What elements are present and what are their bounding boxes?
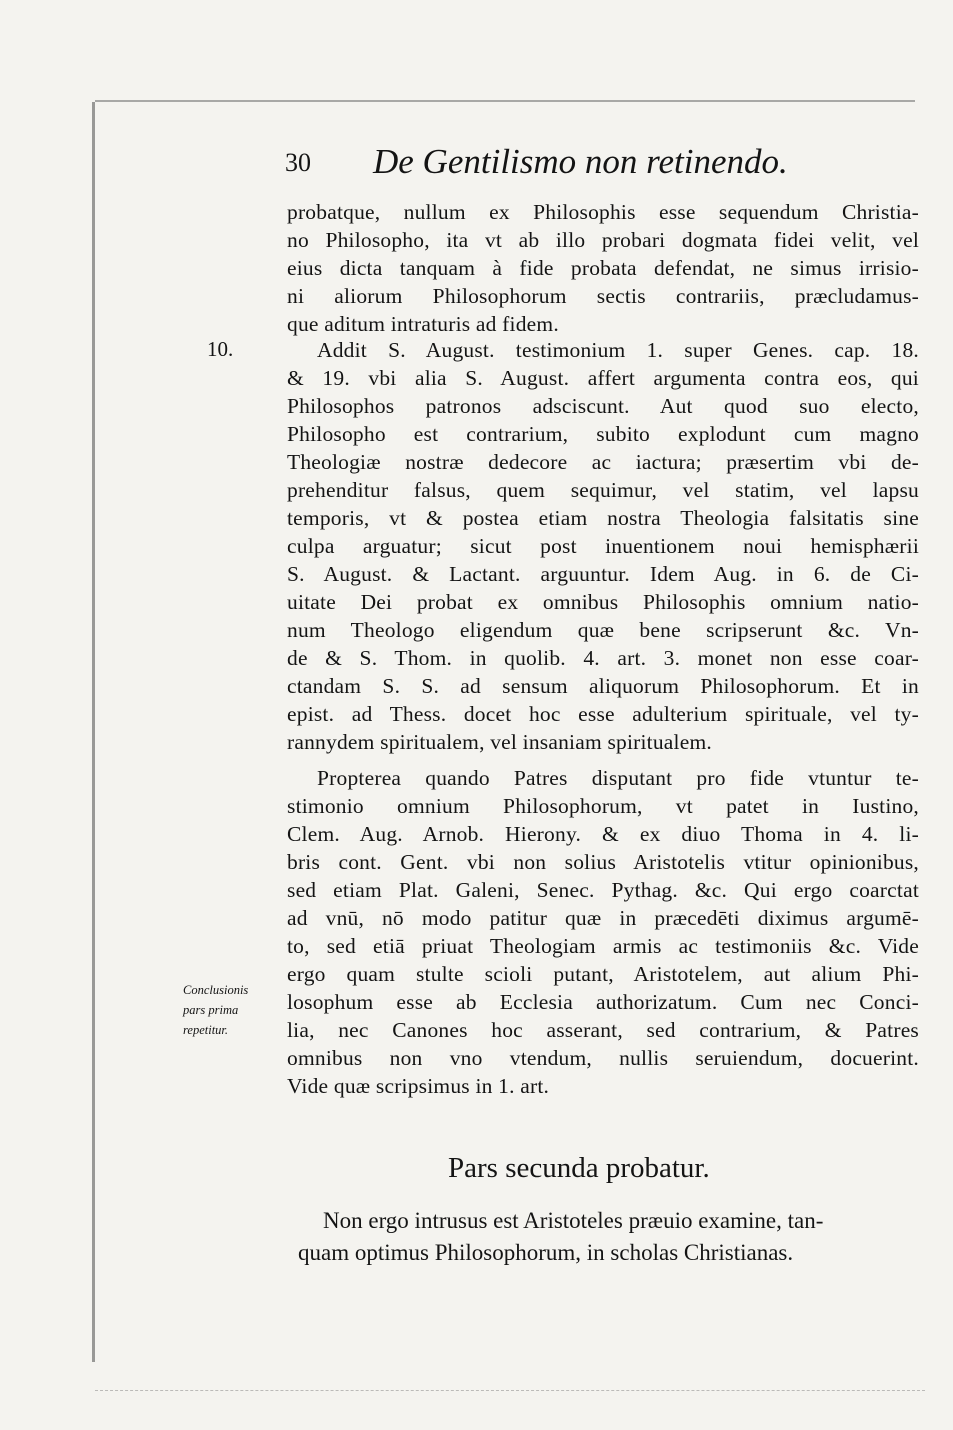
text-line: ni aliorum Philosophorum sectis contrariis, præcludamus- xyxy=(287,284,919,308)
scan-border-left xyxy=(92,102,95,1362)
margin-paragraph-number: 10. xyxy=(207,337,234,361)
text-line: lia, nec Canones hoc asserant, sed contrarium, & Patres xyxy=(287,1018,919,1042)
text-line: losophum esse ab Ecclesia authorizatum. Cum nec Conci- xyxy=(287,990,919,1014)
text-line: culpa arguatur; sicut post inuentionem noui hemisphærii xyxy=(287,534,919,558)
text-line: no Philosopho, ita vt ab illo probari dogmata fidei velit, vel xyxy=(287,228,919,252)
text-line: uitate Dei probat ex omnibus Philosophis omnium natio- xyxy=(287,590,919,614)
text-line: probatque, nullum ex Philosophis esse sequendum Christia- xyxy=(287,200,919,224)
page-header xyxy=(285,142,845,188)
text-line: Addit S. August. testimonium 1. super Genes. cap. 18. xyxy=(317,338,919,362)
margin-note-line: repetitur. xyxy=(183,1023,229,1037)
text-line: quam optimus Philosophorum, in scholas Christianas. xyxy=(298,1240,794,1265)
text-line: prehenditur falsus, quem sequimur, vel statim, vel lapsu xyxy=(287,478,919,502)
text-line: S. August. & Lactant. arguuntur. Idem Aug. in 6. de Ci- xyxy=(287,562,919,586)
margin-note xyxy=(183,980,283,1040)
text-line: Philosophos patronos adsciscunt. Aut quod suo electo, xyxy=(287,394,919,418)
text-line: temporis, vt & postea etiam nostra Theologia falsitatis sine xyxy=(287,506,919,530)
text-line: ad vnū, nō modo patitur quæ in præcedēti diximus argumē- xyxy=(287,906,919,930)
text-line: eius dicta tanquam à fide probata defendat, ne simus irrisio- xyxy=(287,256,919,280)
margin-note-line: Conclusionis xyxy=(183,983,249,997)
running-title: De Gentilismo non retinendo. xyxy=(373,142,788,181)
text-line: omnibus non vno vtendum, nullis seruiendum, docuerint. xyxy=(287,1046,919,1070)
text-line: Propterea quando Patres disputant pro fide vtuntur te- xyxy=(317,766,919,790)
section-heading: Pars secunda probatur. xyxy=(448,1152,710,1184)
text-line: to, sed etiā priuat Theologiam armis ac testimoniis &c. Vide xyxy=(287,934,919,958)
text-line: ergo quam stulte scioli putant, Aristotelem, aut alium Phi- xyxy=(287,962,919,986)
text-line: Non ergo intrusus est Aristoteles præuio examine, tan- xyxy=(323,1208,824,1233)
text-line: Clem. Aug. Arnob. Hierony. & ex diuo Thoma in 4. li- xyxy=(287,822,919,846)
text-line: sed etiam Plat. Galeni, Senec. Pythag. &c. Qui ergo coarctat xyxy=(287,878,919,902)
scan-border-top xyxy=(95,100,915,102)
margin-note-line: pars prima xyxy=(183,1003,239,1017)
text-line: stimonio omnium Philosophorum, vt patet in Iustino, xyxy=(287,794,919,818)
text-line: Philosopho est contrarium, subito explodunt cum magno xyxy=(287,422,919,446)
text-line: que aditum intraturis ad fidem. xyxy=(287,312,559,336)
page-number: 30 xyxy=(285,148,311,177)
scan-border-bottom xyxy=(95,1390,925,1391)
text-line: de & S. Thom. in quolib. 4. art. 3. monet non esse coar- xyxy=(287,646,919,670)
text-line: num Theologo eligendum quæ bene scripserunt &c. Vn- xyxy=(287,618,919,642)
text-line: rannydem spiritualem, vel insaniam spiritualem. xyxy=(287,730,712,754)
text-line: epist. ad Thess. docet hoc esse adulterium spirituale, vel ty- xyxy=(287,702,919,726)
text-line: Theologiæ nostræ dedecore ac iactura; præsertim vbi de- xyxy=(287,450,919,474)
text-line: Vide quæ scripsimus in 1. art. xyxy=(287,1074,550,1098)
text-line: ctandam S. S. ad sensum aliquorum Philosophorum. Et in xyxy=(287,674,919,698)
text-line: bris cont. Gent. vbi non solius Aristotelis vtitur opinionibus, xyxy=(287,850,919,874)
text-line: & 19. vbi alia S. August. affert argumenta contra eos, qui xyxy=(287,366,919,390)
